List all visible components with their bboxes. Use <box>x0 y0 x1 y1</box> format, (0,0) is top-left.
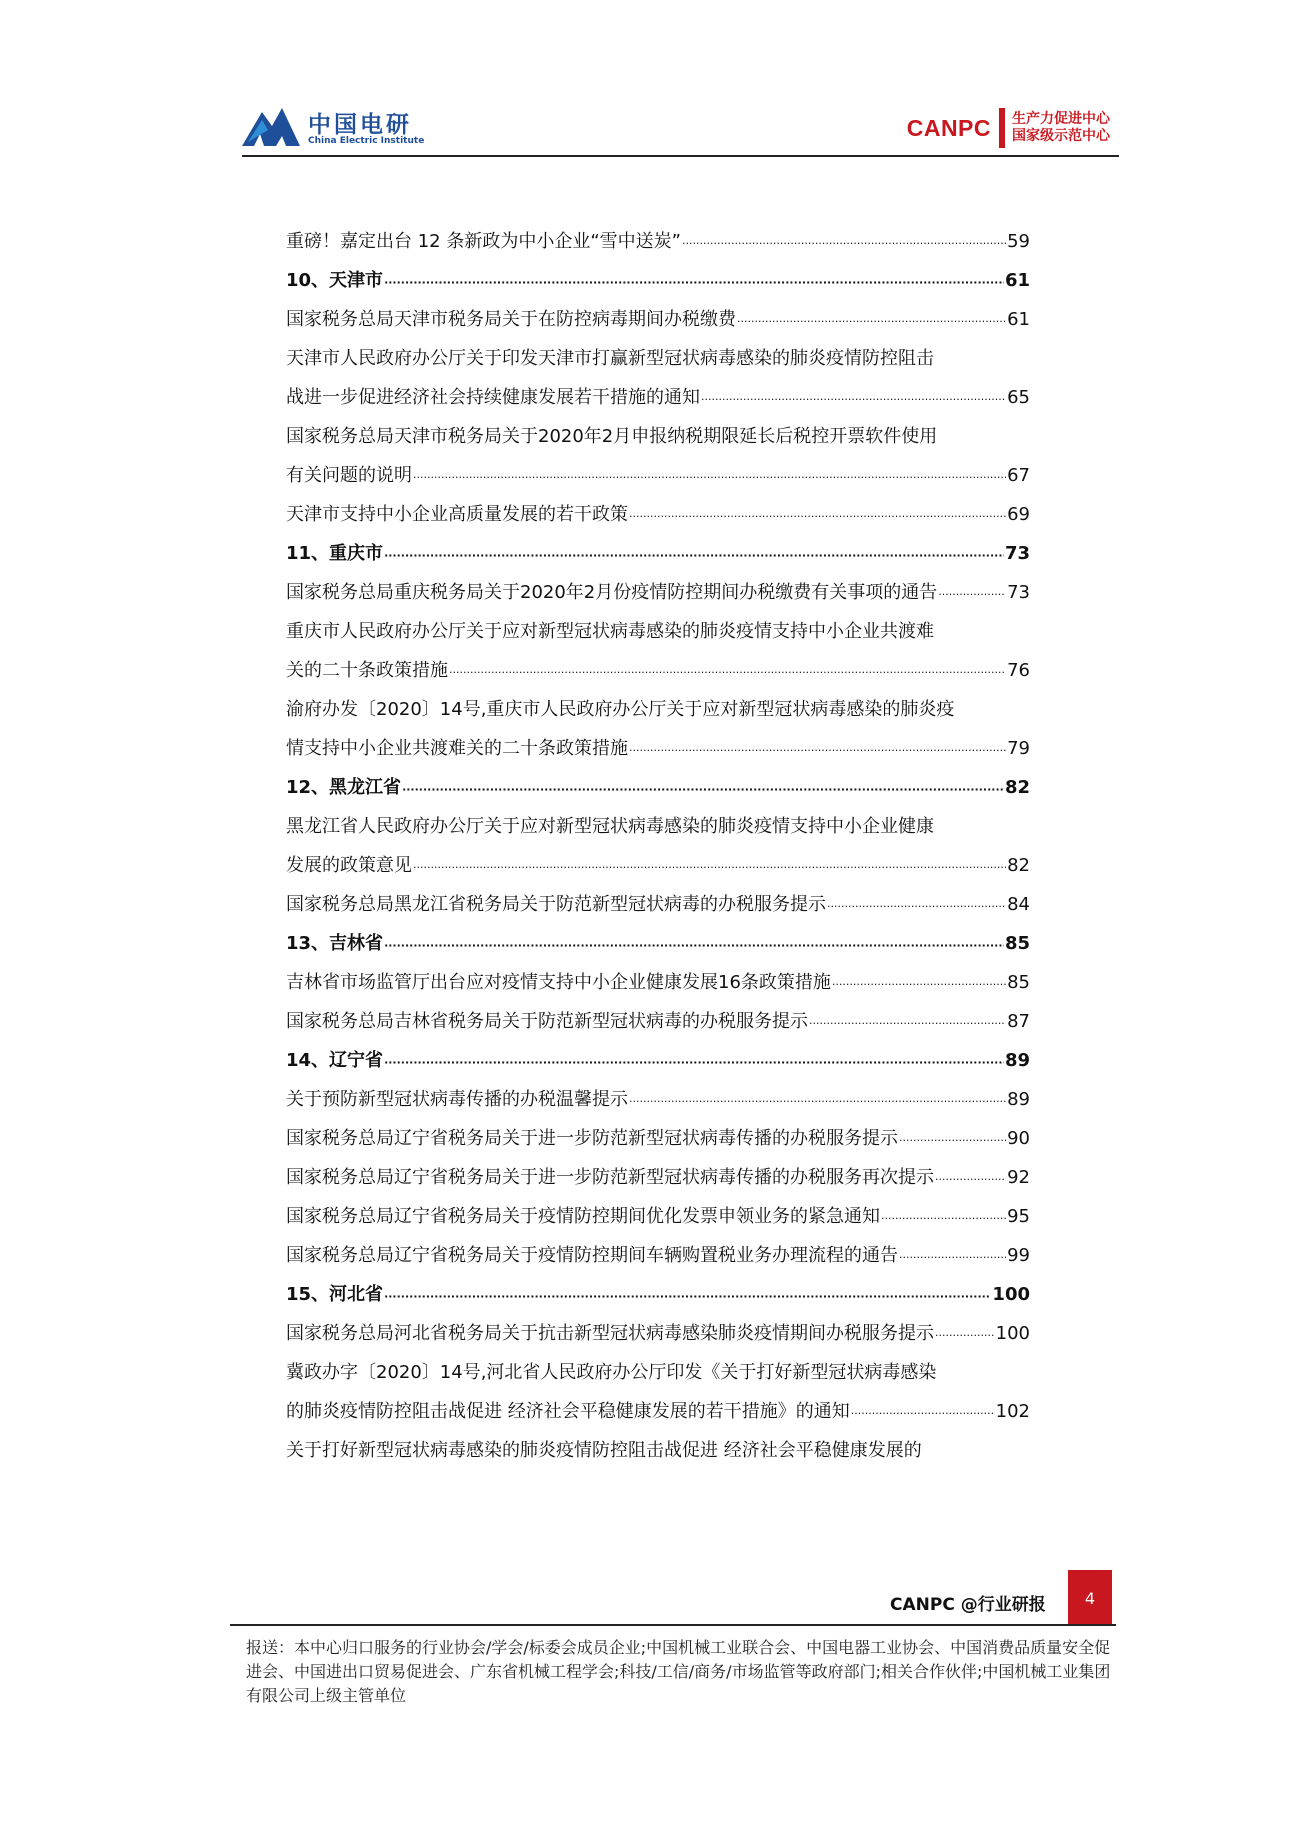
toc-entry-text-line1: 黑龙江省人民政府办公厅关于应对新型冠状病毒感染的肺炎疫情支持中小企业健康 <box>286 816 934 837</box>
table-of-contents <box>286 222 1030 1470</box>
toc-entry-text-line1: 渝府办发〔2020〕14号,重庆市人民政府办公厅关于应对新型冠状病毒感染的肺炎疫 <box>286 699 955 720</box>
toc-dot-leader <box>935 1158 1006 1199</box>
toc-entry-text: 国家税务总局辽宁省税务局关于进一步防范新型冠状病毒传播的办税服务再次提示 <box>286 1167 934 1188</box>
toc-page-number: 76 <box>1007 660 1030 681</box>
toc-dot-leader <box>851 1392 995 1433</box>
toc-entry[interactable] <box>286 1197 1030 1236</box>
toc-entry[interactable] <box>286 573 1030 612</box>
toc-entry-text: 国家税务总局辽宁省税务局关于疫情防控期间车辆购置税业务办理流程的通告 <box>286 1245 898 1266</box>
toc-page-number: 90 <box>1007 1128 1030 1149</box>
toc-entry-text: 11、重庆市 <box>286 543 384 564</box>
toc-dot-leader <box>629 1080 1006 1121</box>
toc-section-heading[interactable] <box>286 1275 1030 1314</box>
canpc-subtitle <box>1012 111 1110 145</box>
toc-entry-text: 13、吉林省 <box>286 933 384 954</box>
toc-entry-text: 情支持中小企业共渡难关的二十条政策措施 <box>286 738 628 759</box>
toc-entry[interactable] <box>286 1236 1030 1275</box>
distribution-note: 报送：本中心归口服务的行业协会/学会/标委会成员企业;中国机械工业联合会、中国电器工业协会、中国消费品质量安全促进会、中国进出口贸易促进会、广东省机械工程学会;科技/工信/商务/市场监管等政府部门;相关合作伙伴;中国机械工业集团有限公司上级主管单位 <box>246 1638 1111 1705</box>
toc-entry-text: 战进一步促进经济社会持续健康发展若干措施的通知 <box>286 387 700 408</box>
logo-chinese-name: 中国电研 <box>308 112 412 138</box>
canpc-brand: CANPC <box>906 114 991 141</box>
toc-dot-leader <box>629 729 1006 770</box>
toc-page-number: 79 <box>1007 738 1030 759</box>
toc-entry[interactable] <box>286 417 1030 495</box>
toc-entry-text: 发展的政策意见 <box>286 855 412 876</box>
logo-divider <box>999 108 1005 148</box>
toc-entry[interactable] <box>286 612 1030 690</box>
toc-entry[interactable] <box>286 690 1030 768</box>
toc-entry-text: 12、黑龙江省 <box>286 777 402 798</box>
toc-dot-leader <box>827 885 1006 926</box>
toc-dot-leader <box>384 1041 1004 1082</box>
toc-entry[interactable] <box>286 222 1030 261</box>
toc-entry-text: 国家税务总局辽宁省税务局关于进一步防范新型冠状病毒传播的办税服务提示 <box>286 1128 898 1149</box>
toc-page-number: 92 <box>1007 1167 1030 1188</box>
toc-page-number: 69 <box>1007 504 1030 525</box>
toc-entry[interactable] <box>286 1080 1030 1119</box>
toc-entry-text: 15、河北省 <box>286 1284 384 1305</box>
toc-section-heading[interactable] <box>286 261 1030 300</box>
toc-entry[interactable] <box>286 1002 1030 1041</box>
toc-page-number: 85 <box>1004 933 1030 954</box>
toc-entry[interactable] <box>286 885 1030 924</box>
footer-label: CANPC @行业研报 <box>890 1595 1046 1615</box>
toc-page-number: 87 <box>1007 1011 1030 1032</box>
toc-page-number: 73 <box>1007 582 1030 603</box>
toc-entry-text: 14、辽宁省 <box>286 1050 384 1071</box>
toc-page-number: 89 <box>1004 1050 1030 1071</box>
toc-section-heading[interactable] <box>286 534 1030 573</box>
toc-dot-leader <box>832 963 1006 1004</box>
toc-page-number: 85 <box>1007 972 1030 993</box>
toc-entry-text: 国家税务总局吉林省税务局关于防范新型冠状病毒的办税服务提示 <box>286 1011 808 1032</box>
toc-entry-text: 有关问题的说明 <box>286 465 412 486</box>
toc-page-number: 100 <box>992 1284 1030 1305</box>
toc-page-number: 61 <box>1004 270 1030 291</box>
toc-page-number: 84 <box>1007 894 1030 915</box>
toc-dot-leader <box>449 651 1006 692</box>
toc-entry-text-line1: 冀政办字〔2020〕14号,河北省人民政府办公厅印发《关于打好新型冠状病毒感染 <box>286 1362 937 1383</box>
toc-dot-leader <box>881 1197 1006 1238</box>
toc-entry-text: 的肺炎疫情防控阻击战促进 经济社会平稳健康发展的若干措施》的通知 <box>286 1401 850 1422</box>
toc-entry-text: 重磅！嘉定出台 12 条新政为中小企业“雪中送炭” <box>286 231 681 252</box>
toc-page-number: 100 <box>995 1323 1030 1344</box>
toc-dot-leader <box>384 1275 991 1316</box>
toc-page-number: 65 <box>1007 387 1030 408</box>
footer-divider <box>230 1624 1116 1626</box>
toc-dot-leader <box>682 222 1006 263</box>
canpc-subtitle-line2: 国家级示范中心 <box>1012 128 1110 144</box>
toc-page-number: 61 <box>1007 309 1030 330</box>
toc-dot-leader <box>737 300 1006 341</box>
toc-page-number: 82 <box>1007 855 1030 876</box>
toc-dot-leader <box>384 534 1004 575</box>
toc-section-heading[interactable] <box>286 768 1030 807</box>
toc-page-number: 73 <box>1004 543 1030 564</box>
toc-entry-text: 国家税务总局重庆税务局关于2020年2月份疫情防控期间办税缴费有关事项的通告 <box>286 582 938 603</box>
toc-entry[interactable] <box>286 963 1030 1002</box>
toc-entry-text-line1: 国家税务总局天津市税务局关于2020年2月申报纳税期限延长后税控开票软件使用 <box>286 426 938 447</box>
company-logo <box>242 102 542 152</box>
toc-entry-text: 关于预防新型冠状病毒传播的办税温馨提示 <box>286 1089 628 1110</box>
toc-entry-text-line1: 重庆市人民政府办公厅关于应对新型冠状病毒感染的肺炎疫情支持中小企业共渡难 <box>286 621 934 642</box>
logo-english-name: China Electric Institute <box>308 136 425 146</box>
toc-entry-text: 吉林省市场监管厅出台应对疫情支持中小企业健康发展16条政策措施 <box>286 972 831 993</box>
toc-dot-leader <box>413 456 1006 497</box>
toc-entry[interactable] <box>286 495 1030 534</box>
toc-dot-leader <box>938 573 1006 614</box>
toc-dot-leader <box>935 1314 995 1355</box>
toc-entry-text: 国家税务总局天津市税务局关于在防控病毒期间办税缴费 <box>286 309 736 330</box>
toc-dot-leader <box>899 1119 1006 1160</box>
toc-dot-leader <box>413 846 1006 887</box>
toc-entry-text: 10、天津市 <box>286 270 384 291</box>
toc-entry[interactable] <box>286 1158 1030 1197</box>
mountain-logo-icon <box>242 102 300 148</box>
toc-entry[interactable] <box>286 807 1030 885</box>
toc-entry-text: 天津市支持中小企业高质量发展的若干政策 <box>286 504 628 525</box>
toc-page-number: 89 <box>1007 1089 1030 1110</box>
toc-dot-leader <box>402 768 1004 809</box>
toc-entry-text: 国家税务总局河北省税务局关于抗击新型冠状病毒感染肺炎疫情期间办税服务提示 <box>286 1323 934 1344</box>
toc-dot-leader <box>899 1236 1006 1277</box>
toc-entry[interactable] <box>286 339 1030 417</box>
toc-page-number: 99 <box>1007 1245 1030 1266</box>
toc-entry[interactable] <box>286 1431 1030 1470</box>
toc-dot-leader <box>809 1002 1006 1043</box>
canpc-subtitle-line1: 生产力促进中心 <box>1012 111 1110 127</box>
toc-page-number: 67 <box>1007 465 1030 486</box>
page-number: 4 <box>1068 1570 1112 1626</box>
toc-entry-text-line1: 天津市人民政府办公厅关于印发天津市打赢新型冠状病毒感染的肺炎疫情防控阻击 <box>286 348 934 369</box>
toc-section-heading[interactable] <box>286 1041 1030 1080</box>
toc-entry-text: 关于打好新型冠状病毒感染的肺炎疫情防控阻击战促进 经济社会平稳健康发展的 <box>286 1440 922 1461</box>
toc-page-number: 59 <box>1007 231 1030 252</box>
toc-entry[interactable] <box>286 1314 1030 1353</box>
toc-entry-text: 国家税务总局辽宁省税务局关于疫情防控期间优化发票申领业务的紧急通知 <box>286 1206 880 1227</box>
toc-dot-leader <box>701 378 1006 419</box>
toc-entry[interactable] <box>286 1119 1030 1158</box>
toc-entry-text: 关的二十条政策措施 <box>286 660 448 681</box>
header-divider <box>242 155 1119 157</box>
canpc-logo <box>907 106 1110 150</box>
toc-page-number: 95 <box>1007 1206 1030 1227</box>
toc-section-heading[interactable] <box>286 924 1030 963</box>
toc-entry[interactable] <box>286 300 1030 339</box>
toc-dot-leader <box>384 924 1004 965</box>
toc-page-number: 82 <box>1004 777 1030 798</box>
toc-entry-text: 国家税务总局黑龙江省税务局关于防范新型冠状病毒的办税服务提示 <box>286 894 826 915</box>
toc-dot-leader <box>384 261 1004 302</box>
toc-entry[interactable] <box>286 1353 1030 1431</box>
toc-page-number: 102 <box>995 1401 1030 1422</box>
toc-dot-leader <box>629 495 1006 536</box>
